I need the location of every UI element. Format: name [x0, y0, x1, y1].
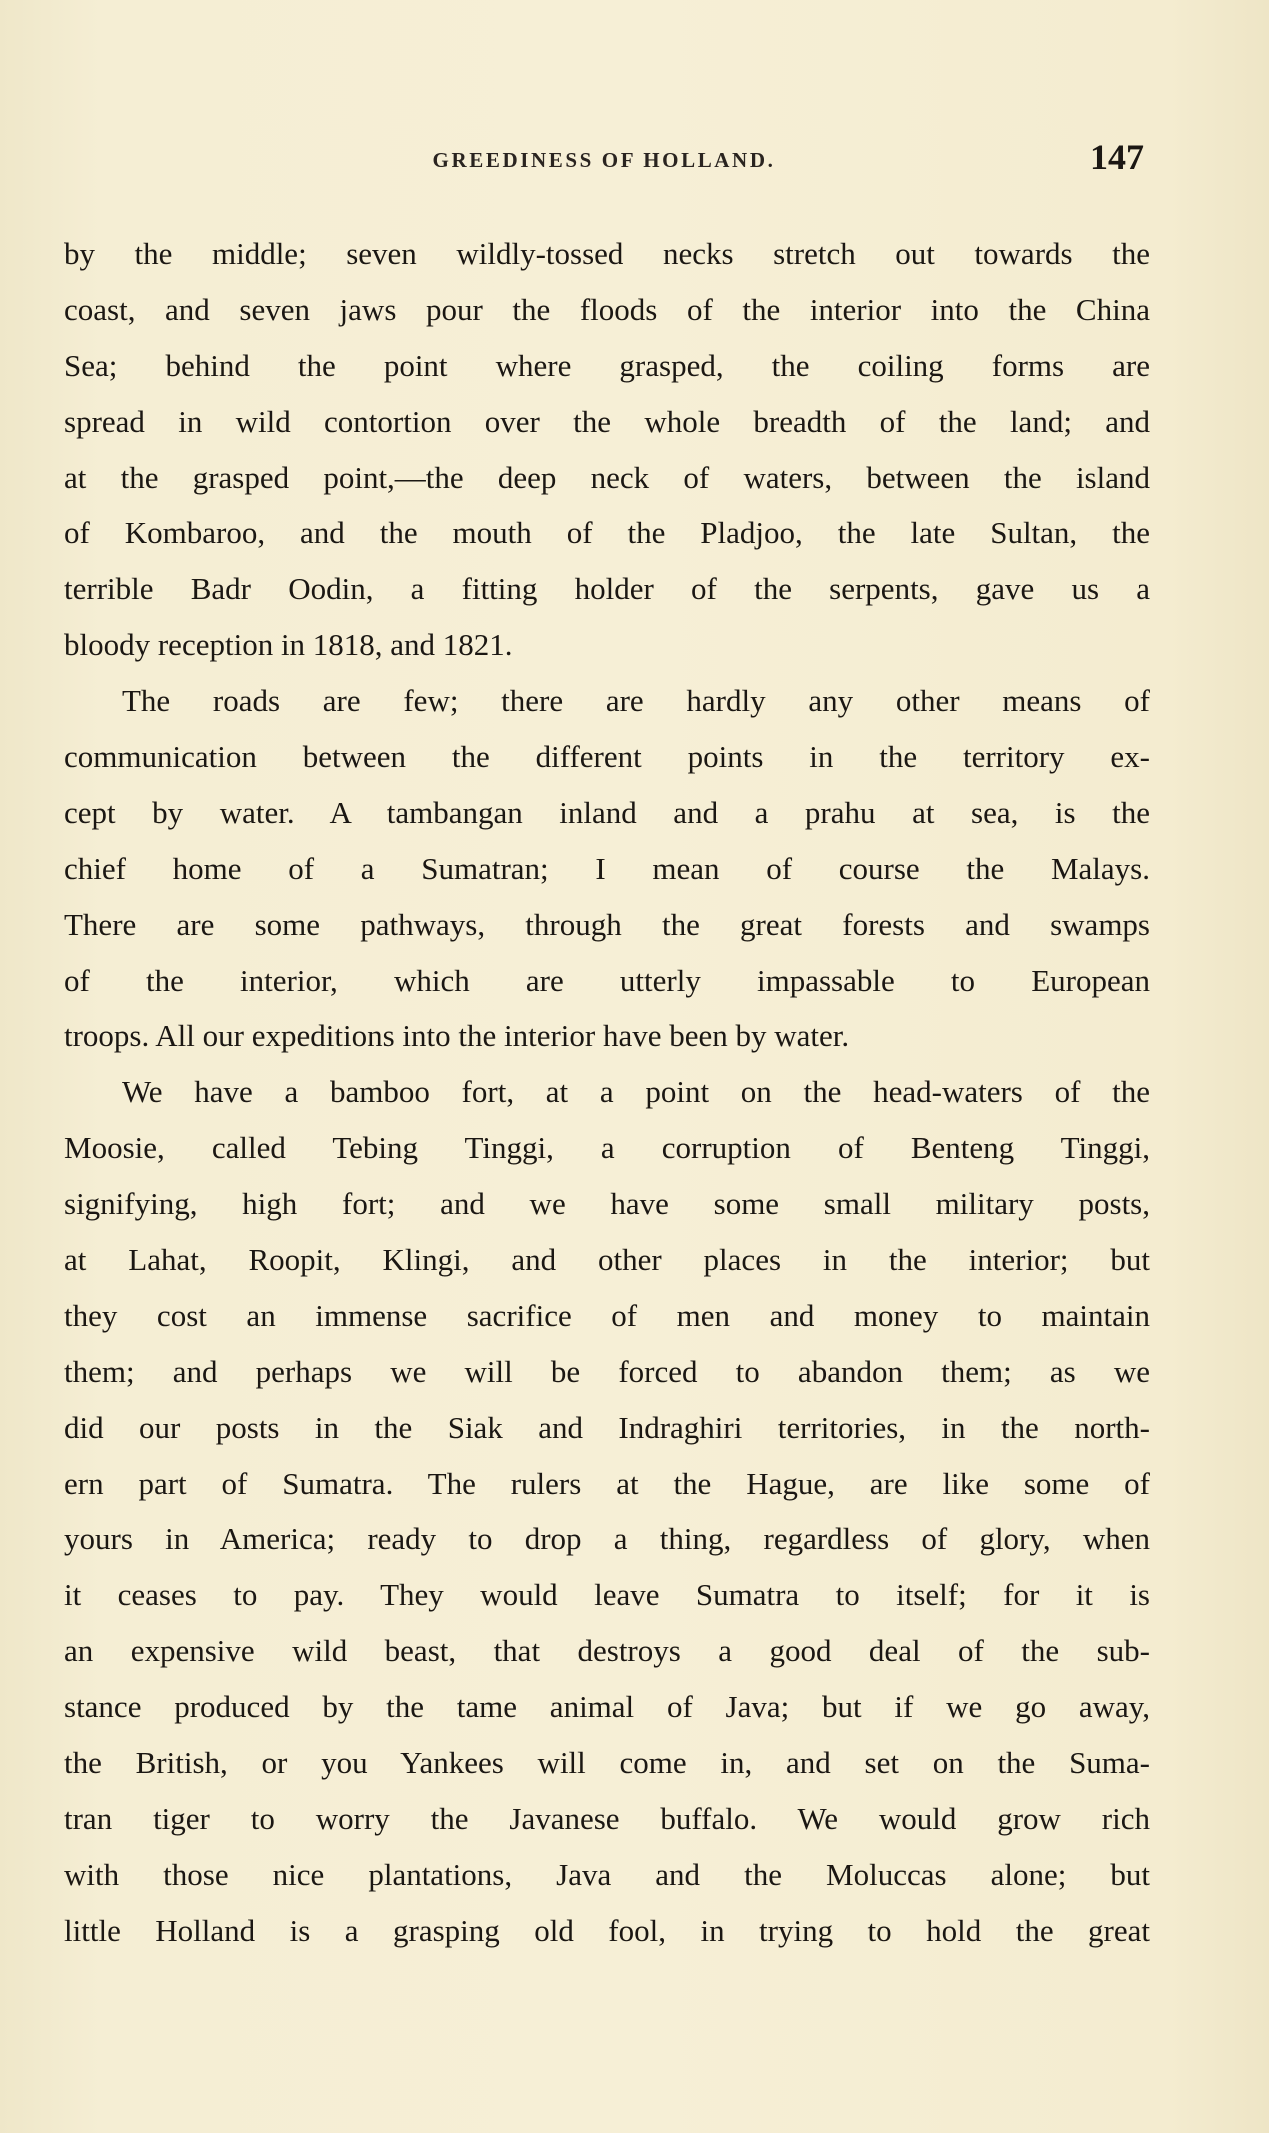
paragraph [64, 673, 1150, 1064]
text-line: tran tiger to worry the Javanese buffalo. We would grow rich [64, 1800, 1150, 1836]
text-line: stance produced by the tame animal of Java; but if we go away, [64, 1689, 1150, 1725]
text-line: troops. All our expeditions into the interior have been by water. [64, 1018, 850, 1054]
paragraph [64, 1064, 1150, 1958]
text-line: We have a bamboo fort, at a point on the head-waters of the [122, 1074, 1150, 1110]
text-line: little Holland is a grasping old fool, in trying to hold the great [64, 1912, 1150, 1948]
text-line: they cost an immense sacrifice of men and money to maintain [64, 1297, 1150, 1333]
text-line: bloody reception in 1818, and 1821. [64, 627, 513, 663]
text-line: at Lahat, Roopit, Klingi, and other places in the interior; but [64, 1242, 1150, 1278]
text-line: at the grasped point,—the deep neck of waters, between the island [64, 459, 1150, 495]
running-title: GREEDINESS OF HOLLAND. [432, 148, 776, 172]
text-line: cept by water. A tambangan inland and a prahu at sea, is the [64, 794, 1150, 830]
text-line: signifying, high fort; and we have some small military posts, [64, 1186, 1150, 1222]
text-line: of Kombaroo, and the mouth of the Pladjoo, the late Sultan, the [64, 515, 1150, 551]
text-line: ern part of Sumatra. The rulers at the Hague, are like some of [64, 1465, 1150, 1501]
paragraph [64, 226, 1150, 673]
text-line: by the middle; seven wildly-tossed necks stretch out towards the [64, 236, 1150, 271]
text-line: them; and perhaps we will be forced to abandon them; as we [64, 1353, 1150, 1389]
text-line: chief home of a Sumatran; I mean of course the Malays. [64, 850, 1150, 886]
text-line: of the interior, which are utterly impassable to European [64, 962, 1150, 998]
page-number: 147 [1090, 137, 1144, 177]
text-line: the British, or you Yankees will come in, and set on the Suma- [64, 1745, 1150, 1781]
text-line: it ceases to pay. They would leave Sumatra to itself; for it is [64, 1577, 1150, 1613]
text-line: The roads are few; there are hardly any other means of [122, 683, 1150, 719]
text-line: an expensive wild beast, that destroys a good deal of the sub- [64, 1633, 1150, 1669]
text-line: yours in America; ready to drop a thing, regardless of glory, when [64, 1521, 1150, 1557]
text-line: There are some pathways, through the great forests and swamps [64, 906, 1150, 942]
text-line: did our posts in the Siak and Indraghiri territories, in the north- [64, 1409, 1150, 1445]
text-line: spread in wild contortion over the whole breadth of the land; and [64, 403, 1150, 439]
body-text [64, 226, 1150, 1959]
text-line: terrible Badr Oodin, a fitting holder of the serpents, gave us a [64, 571, 1150, 607]
text-line: coast, and seven jaws pour the floods of the interior into the China [64, 291, 1150, 327]
running-head [64, 136, 1144, 176]
text-line: communication between the different points in the territory ex- [64, 739, 1150, 775]
text-line: with those nice plantations, Java and the Moluccas alone; but [64, 1856, 1150, 1892]
text-line: Moosie, called Tebing Tinggi, a corruption of Benteng Tinggi, [64, 1130, 1150, 1166]
text-line: Sea; behind the point where grasped, the coiling forms are [64, 347, 1150, 383]
